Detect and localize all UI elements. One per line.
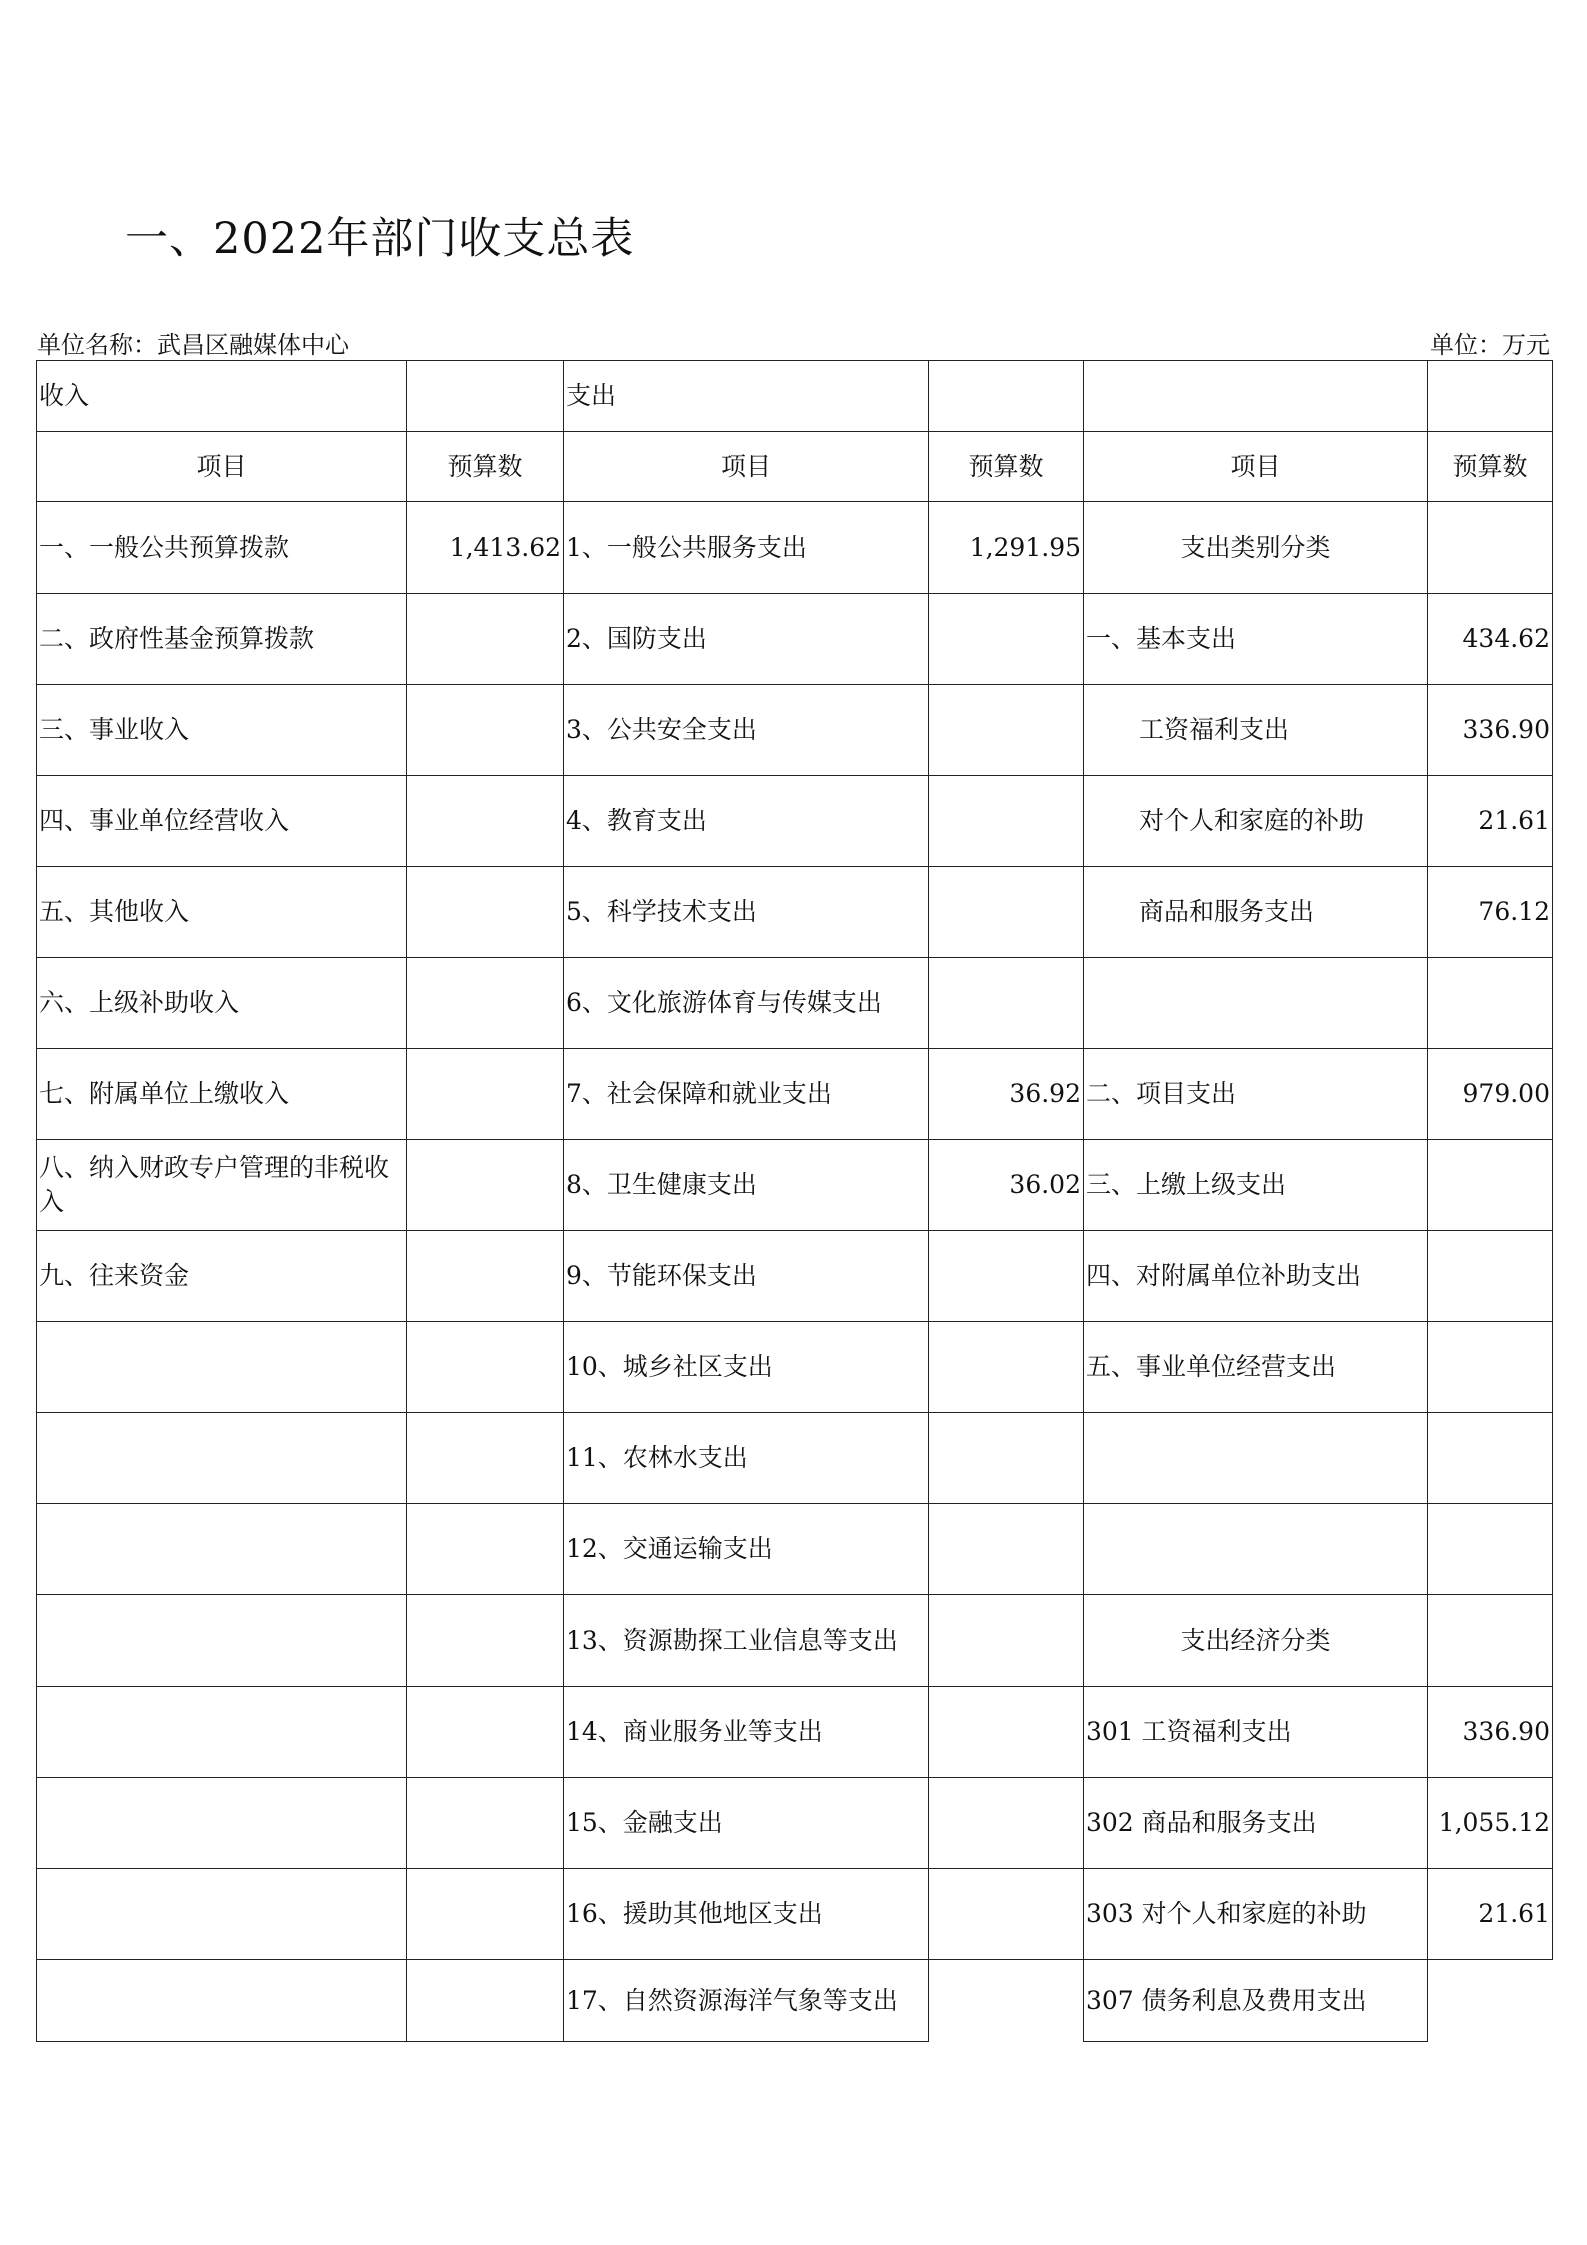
class-item: 307 债务利息及费用支出 xyxy=(1084,1960,1428,2042)
expense-item: 2、国防支出 xyxy=(564,594,929,685)
expense-budget xyxy=(929,1960,1084,2042)
class-budget-header: 预算数 xyxy=(1428,432,1553,502)
income-budget xyxy=(407,1049,564,1140)
income-item: 九、往来资金 xyxy=(37,1231,407,1322)
income-item: 七、附属单位上缴收入 xyxy=(37,1049,407,1140)
expense-item: 9、节能环保支出 xyxy=(564,1231,929,1322)
income-item-header: 项目 xyxy=(37,432,407,502)
table-row xyxy=(37,776,1553,867)
class-item: 一、基本支出 xyxy=(1084,594,1428,685)
class-item: 对个人和家庭的补助 xyxy=(1084,776,1428,867)
expense-item: 6、文化旅游体育与传媒支出 xyxy=(564,958,929,1049)
table-row xyxy=(37,958,1553,1049)
income-budget xyxy=(407,1322,564,1413)
expense-budget xyxy=(929,1687,1084,1778)
expense-section-label: 支出 xyxy=(564,361,929,432)
income-budget xyxy=(407,1687,564,1778)
income-budget xyxy=(407,1231,564,1322)
expense-budget xyxy=(929,1322,1084,1413)
class-budget: 434.62 xyxy=(1428,594,1553,685)
income-budget xyxy=(407,1869,564,1960)
income-budget xyxy=(407,1778,564,1869)
expense-budget xyxy=(929,1595,1084,1687)
table-row xyxy=(37,1140,1553,1231)
income-budget xyxy=(407,594,564,685)
expense-item: 14、商业服务业等支出 xyxy=(564,1687,929,1778)
table-row xyxy=(37,594,1553,685)
class-item: 301 工资福利支出 xyxy=(1084,1687,1428,1778)
expense-budget xyxy=(929,867,1084,958)
expense-item-header: 项目 xyxy=(564,432,929,502)
expense-budget xyxy=(929,1869,1084,1960)
class-item xyxy=(1084,958,1428,1049)
class-budget: 336.90 xyxy=(1428,685,1553,776)
income-item xyxy=(37,1595,407,1687)
class-item: 工资福利支出 xyxy=(1084,685,1428,776)
table-row xyxy=(37,1595,1553,1687)
income-budget xyxy=(407,1504,564,1595)
expense-item: 8、卫生健康支出 xyxy=(564,1140,929,1231)
page-title: 一、2022年部门收支总表 xyxy=(125,214,635,264)
class-item xyxy=(1084,1413,1428,1504)
income-item: 三、事业收入 xyxy=(37,685,407,776)
header-blank xyxy=(407,361,564,432)
income-budget-header: 预算数 xyxy=(407,432,564,502)
expense-item: 12、交通运输支出 xyxy=(564,1504,929,1595)
income-budget xyxy=(407,685,564,776)
income-item: 八、纳入财政专户管理的非税收入 xyxy=(37,1140,407,1231)
income-budget xyxy=(407,1595,564,1687)
expense-item: 10、城乡社区支出 xyxy=(564,1322,929,1413)
income-item xyxy=(37,1960,407,2042)
header-blank xyxy=(1084,361,1428,432)
class-budget: 979.00 xyxy=(1428,1049,1553,1140)
income-item: 六、上级补助收入 xyxy=(37,958,407,1049)
class-budget xyxy=(1428,1960,1553,2042)
expense-item: 17、自然资源海洋气象等支出 xyxy=(564,1960,929,2042)
class-budget xyxy=(1428,1231,1553,1322)
class-budget xyxy=(1428,1504,1553,1595)
table-row xyxy=(37,867,1553,958)
table-row xyxy=(37,1413,1553,1504)
class-budget: 21.61 xyxy=(1428,1869,1553,1960)
budget-table xyxy=(36,360,1553,2042)
income-item: 一、一般公共预算拨款 xyxy=(37,502,407,594)
class-item: 支出类别分类 xyxy=(1084,502,1428,594)
table-row xyxy=(37,1687,1553,1778)
class-budget xyxy=(1428,1140,1553,1231)
class-item: 五、事业单位经营支出 xyxy=(1084,1322,1428,1413)
column-header-row xyxy=(37,432,1553,502)
expense-budget xyxy=(929,1413,1084,1504)
class-item: 三、上缴上级支出 xyxy=(1084,1140,1428,1231)
expense-item: 16、援助其他地区支出 xyxy=(564,1869,929,1960)
class-budget xyxy=(1428,502,1553,594)
expense-item: 15、金融支出 xyxy=(564,1778,929,1869)
expense-item: 1、一般公共服务支出 xyxy=(564,502,929,594)
expense-budget: 36.02 xyxy=(929,1140,1084,1231)
income-budget xyxy=(407,867,564,958)
income-section-label: 收入 xyxy=(37,361,407,432)
class-budget xyxy=(1428,1322,1553,1413)
table-row xyxy=(37,1322,1553,1413)
expense-item: 7、社会保障和就业支出 xyxy=(564,1049,929,1140)
expense-item: 3、公共安全支出 xyxy=(564,685,929,776)
income-budget xyxy=(407,1960,564,2042)
class-budget xyxy=(1428,1595,1553,1687)
class-budget xyxy=(1428,1413,1553,1504)
class-item: 302 商品和服务支出 xyxy=(1084,1778,1428,1869)
table-row xyxy=(37,1869,1553,1960)
table-row xyxy=(37,1504,1553,1595)
class-budget: 336.90 xyxy=(1428,1687,1553,1778)
class-item: 四、对附属单位补助支出 xyxy=(1084,1231,1428,1322)
table-row xyxy=(37,1231,1553,1322)
income-item: 二、政府性基金预算拨款 xyxy=(37,594,407,685)
income-item xyxy=(37,1322,407,1413)
income-item xyxy=(37,1687,407,1778)
unit-name: 单位名称：武昌区融媒体中心 xyxy=(37,331,349,359)
income-budget xyxy=(407,958,564,1049)
header-blank xyxy=(1428,361,1553,432)
income-budget: 1,413.62 xyxy=(407,502,564,594)
unit-label: 单位：万元 xyxy=(1430,331,1550,359)
expense-budget xyxy=(929,1778,1084,1869)
expense-budget: 1,291.95 xyxy=(929,502,1084,594)
expense-item: 5、科学技术支出 xyxy=(564,867,929,958)
class-item: 303 对个人和家庭的补助 xyxy=(1084,1869,1428,1960)
class-item: 商品和服务支出 xyxy=(1084,867,1428,958)
class-budget: 76.12 xyxy=(1428,867,1553,958)
expense-item: 13、资源勘探工业信息等支出 xyxy=(564,1595,929,1687)
table-row xyxy=(37,685,1553,776)
expense-budget: 36.92 xyxy=(929,1049,1084,1140)
income-item xyxy=(37,1413,407,1504)
expense-budget-header: 预算数 xyxy=(929,432,1084,502)
expense-item: 11、农林水支出 xyxy=(564,1413,929,1504)
class-budget: 21.61 xyxy=(1428,776,1553,867)
income-item xyxy=(37,1504,407,1595)
income-budget xyxy=(407,1140,564,1231)
table-row xyxy=(37,1049,1553,1140)
expense-item: 4、教育支出 xyxy=(564,776,929,867)
class-budget: 1,055.12 xyxy=(1428,1778,1553,1869)
income-item xyxy=(37,1869,407,1960)
expense-budget xyxy=(929,1504,1084,1595)
table-row xyxy=(37,1778,1553,1869)
income-item xyxy=(37,1778,407,1869)
income-item: 五、其他收入 xyxy=(37,867,407,958)
income-budget xyxy=(407,776,564,867)
expense-budget xyxy=(929,685,1084,776)
header-blank xyxy=(929,361,1084,432)
class-item xyxy=(1084,1504,1428,1595)
table-row xyxy=(37,1960,1553,2042)
table-row xyxy=(37,502,1553,594)
income-item: 四、事业单位经营收入 xyxy=(37,776,407,867)
section-header-row xyxy=(37,361,1553,432)
expense-budget xyxy=(929,776,1084,867)
expense-budget xyxy=(929,958,1084,1049)
income-budget xyxy=(407,1413,564,1504)
class-item-header: 项目 xyxy=(1084,432,1428,502)
class-item: 二、项目支出 xyxy=(1084,1049,1428,1140)
class-budget xyxy=(1428,958,1553,1049)
expense-budget xyxy=(929,594,1084,685)
class-item: 支出经济分类 xyxy=(1084,1595,1428,1687)
expense-budget xyxy=(929,1231,1084,1322)
